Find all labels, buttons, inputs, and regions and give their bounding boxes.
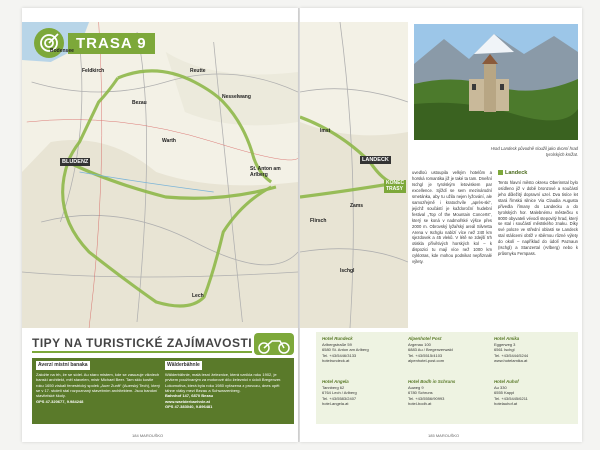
town-label: Feldkirch — [82, 68, 105, 74]
town-label: BLUDENZ — [62, 159, 89, 165]
body-column-1: uvedloú ustoupila velkým hotelům a horská romantika již je také ta tam. Dnešní Ischgl je tyrolským letoviskem par excellence. Sjíždí se sem mezinárodní smetánka, aby tu užila nejen lyžování, ale samozřejmě i kratochvíle „après-ski“, jejichž součástí je každoroční hudební festival „Top of the Mountain Concerts“, který se koná v nadmořské výšce přes 2000 m. Obrovský lyžařský areál Silvretta Arena v Ischglu nabízí více než 240 km sjezdovek a 45 vleků. V létě se zdejší trh otiskla přívětivých horských kol – k dispozici tu mají více než 1000 km cyklotras, kde mohou podnikat nepřiznalé výlety. — [412, 170, 492, 265]
page-number: 184 — [132, 433, 139, 438]
body-column-2 — [498, 170, 578, 257]
town-label: Bodensee — [50, 48, 74, 54]
route-end-label: KONEC TRASY — [386, 180, 405, 192]
tip-text: Založte na trh, že se sídel. Au staro mistem, kde se zasuzuje viknlech banskí architekt, měl stavelen, mistr Michael Beer. Tam sklo kostle roku 1650 získali fenestrický spolek „Auer Zunft“ (Auerský Tech), který se v 17. století stal rozpoznaný stavebním architektem. Jsou barokní stavitelské školy. — [36, 371, 160, 399]
town-label: Reutte — [190, 68, 206, 74]
route-map-continuation — [300, 22, 408, 328]
town-label: St. Anton am Arlberg — [250, 166, 281, 178]
hotel-name: Hotel Amika — [494, 336, 520, 341]
section-heading — [498, 170, 578, 178]
hotel-line: Tel. +43/5515/4103 — [408, 352, 443, 358]
hotel-line: hotelauhof.at — [494, 401, 518, 407]
hotel-entry — [322, 336, 400, 377]
hotel-name: Hotel Rundeck — [322, 336, 353, 341]
town-label: Nesselwang — [222, 94, 251, 100]
right-page — [300, 8, 582, 442]
hotel-line: hotelrundeck.at — [322, 358, 350, 364]
motorcycle-icon — [254, 333, 294, 355]
hotel-line: hotel-bodh.at — [408, 401, 432, 407]
hotel-entry — [408, 336, 486, 377]
hotel-line: Au 330 — [494, 384, 507, 390]
hotel-name: Hotel Angela — [322, 379, 349, 384]
tip-col-2 — [165, 361, 290, 421]
hotel-line: hotel-angela.at — [322, 401, 349, 407]
brand-name: MAROUŠKO — [435, 433, 460, 438]
hotel-line: 6883 Au / Bregenzerwald — [408, 347, 453, 353]
hotel-line: Arlbergstraße 59 — [322, 341, 352, 347]
hotel-line: Auweg 9 — [408, 384, 424, 390]
town-label: LANDECK — [362, 157, 389, 163]
photo-caption: Hrad Landeck původně sloužil jako dvorní hrad tyrolských knížat. — [490, 146, 578, 157]
hotel-line: 6555 Kappl — [494, 390, 515, 396]
hotel-line: 6561 Ischgl — [494, 347, 515, 353]
town-label: Imst — [320, 128, 331, 134]
hotel-entry — [494, 336, 572, 377]
brand-name: MAROUŠKO — [139, 433, 164, 438]
tip-text: Wälderbähnle, malá lesní železnice, která vznikla roku 1902, je prvkem používaným za motorové dílo železnici v údolí Bregenzer. Lokomotiva, která byla roku 1980 vyřazena z provozu, dnes opět táhne vláky mezi Bezau a Schwarzenberg. — [165, 371, 282, 393]
tip-address: Bahnhof 147, 6870 Bezau — [165, 393, 214, 399]
town-label: Bezau — [132, 100, 147, 106]
hotel-line: Tannberg 62 — [322, 384, 345, 390]
tip-col-1 — [36, 361, 161, 421]
tips-box — [32, 358, 294, 424]
tip-gps: GPS 47.320677, 9.984248 — [36, 398, 84, 404]
tips-underline — [32, 351, 252, 353]
hotel-line: Tel. +43/5446/3133 — [322, 352, 357, 358]
castle-photo — [414, 24, 578, 140]
hotel-line: 6780 Schruns — [408, 390, 433, 396]
hotel-name: Hotel Bodh in Schruns — [408, 379, 456, 384]
bullet-square-icon — [498, 170, 503, 175]
hotel-list — [316, 332, 578, 424]
hotel-line: Tel. +43/5444/5244 — [494, 352, 529, 358]
hotel-line: 6764 Lech / Arlberg — [322, 390, 357, 396]
hotel-name: Hotel Auhof — [494, 379, 519, 384]
hotel-line: alpenhotel-post.com — [408, 358, 445, 364]
route-title: TRASA 9 — [68, 33, 155, 54]
hotel-line: Argenau 100 — [408, 341, 431, 347]
section-heading-text: Landeck — [505, 170, 528, 176]
hotel-entry — [322, 379, 400, 420]
town-label: Flirsch — [310, 218, 327, 224]
hotel-line: www.hotelamika.at — [494, 358, 528, 364]
tip-heading: Wälderbähnle — [167, 362, 200, 368]
tip-web: www.waelderbaehnle.at — [165, 398, 210, 404]
page-footer — [428, 433, 459, 438]
left-page — [22, 8, 298, 442]
page-number: 185 — [428, 433, 435, 438]
hotel-line: Eggerweg 3 — [494, 341, 516, 347]
hotel-line: Tel. +43/5445/6211 — [494, 395, 528, 401]
section-text: Tento hlavní město okresu Oberinntal bylo osídleno již v době bronzové a součástí jeho důležitý dopravní uzel. Dva tisíce let stará římská silnice Via Claudia Augusta přivedla římany do Landecku a do tyrolských hor. Malebnému městečku s 8000 obyvateli vévodí stepovitý hrad, který se stal i součástí městského znaku. Díky své poloze ve střední oblasti se Landeck stal stálicemi obtíž v sběrnou různé výlety do okolí – například do údolí Paznaun (Ischgl) a Stanzertal (Arlberg) nebo k průsmyku Fernpass. — [498, 179, 578, 257]
town-label: Lech — [192, 293, 204, 299]
hotel-line: 6580 St. Anton am Arlberg — [322, 347, 369, 353]
town-label: Ischgl — [340, 268, 355, 274]
tip-gps: GPS 47.383040, 9.896481 — [165, 404, 213, 410]
hotel-line: Tel. +43/5583/2407 — [322, 395, 357, 401]
hotel-entry — [408, 379, 486, 420]
hotel-line: Tel. +43/5556/90993 — [408, 395, 445, 401]
town-label: Warth — [162, 138, 176, 144]
hotel-entry — [494, 379, 572, 420]
tip-heading: Averzí místní banaka — [38, 362, 88, 368]
town-label: Zams — [350, 203, 364, 209]
hotel-name: Alpenhotel Post — [408, 336, 442, 341]
tips-title: TIPY NA TURISTICKÉ ZAJÍMAVOSTI — [32, 336, 253, 350]
page-footer — [132, 433, 163, 438]
